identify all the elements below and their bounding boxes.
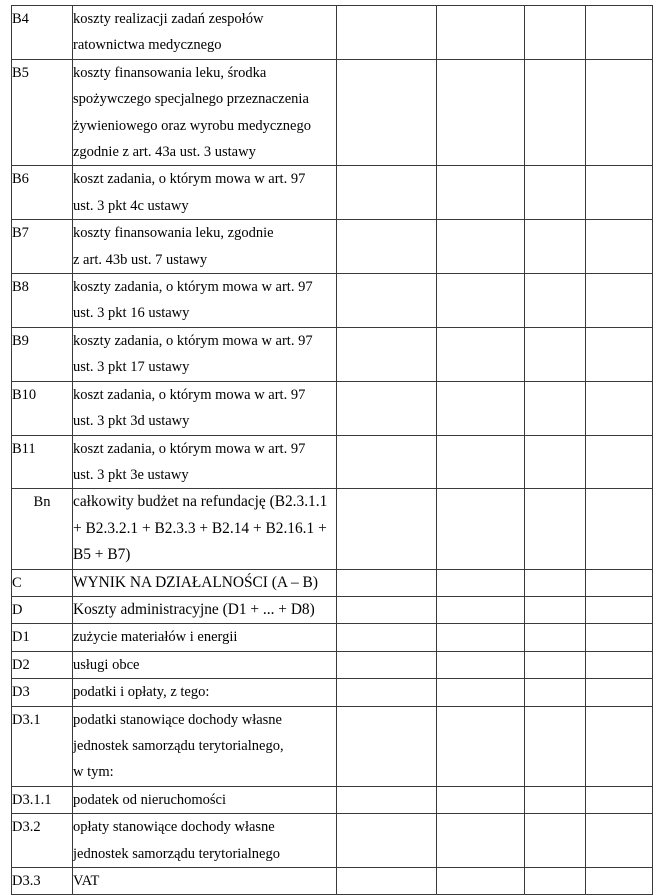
description-line: ust. 3 pkt 3d ustawy [73,413,190,430]
row-description-cell [73,624,337,651]
description-line: całkowity budżet na refundację (B2.3.1.1 [73,493,328,511]
row-code-cell: B7 [12,220,73,274]
description-line: jednostek samorządu terytorialnego, [73,737,284,754]
description-line: koszty finansowania leku, zgodnie [73,225,274,242]
value-cell[interactable] [525,679,586,706]
description-line: podatki stanowiące dochody własne [73,711,282,728]
row-code-cell: D3.3 [12,868,73,895]
budget-table-body [12,6,653,895]
description-line: w tym: [73,764,114,781]
row-description-cell [73,381,337,435]
row-description-cell [73,59,337,166]
table-row [12,786,653,813]
value-cell[interactable] [337,166,437,220]
value-cell[interactable] [525,381,586,435]
value-cell[interactable] [525,651,586,678]
value-cell[interactable] [337,435,437,489]
description-line: ust. 3 pkt 4c ustawy [73,197,189,214]
table-row [12,489,653,569]
value-cell[interactable] [586,868,653,895]
row-code-cell: B11 [12,435,73,489]
description-line: podatki i opłaty, z tego: [73,684,210,701]
description-line: żywieniowego oraz wyrobu medycznego [73,117,311,134]
table-row [12,166,653,220]
description-line: B5 + B7) [73,546,131,564]
value-cell[interactable] [437,166,525,220]
value-cell[interactable] [337,381,437,435]
value-cell[interactable] [586,706,653,786]
row-code-cell: Bn [12,489,73,569]
value-cell[interactable] [525,569,586,596]
description-line: koszty zadania, o którym mowa w art. 97 [73,279,313,296]
value-cell[interactable] [337,679,437,706]
description-line: koszty finansowania leku, środka [73,64,267,81]
value-cell[interactable] [337,596,437,623]
row-description-cell [73,489,337,569]
value-cell[interactable] [437,651,525,678]
description-line: opłaty stanowiące dochody własne [73,819,275,836]
value-cell[interactable] [337,624,437,651]
description-line: Koszty administracyjne (D1 + ... + D8) [73,600,315,618]
value-cell[interactable] [525,868,586,895]
row-code-cell: D1 [12,624,73,651]
description-line: koszty realizacji zadań zespołów [73,11,264,27]
description-line: ust. 3 pkt 3e ustawy [73,466,189,483]
value-cell[interactable] [525,166,586,220]
description-line: VAT [73,873,100,889]
value-cell[interactable] [337,489,437,569]
row-description-cell [73,6,337,60]
value-cell[interactable] [586,166,653,220]
row-description-cell [73,274,337,328]
value-cell[interactable] [337,59,437,166]
description-line: koszt zadania, o którym mowa w art. 97 [73,171,306,188]
row-code-cell: C [12,569,73,596]
value-cell[interactable] [437,706,525,786]
value-cell[interactable] [437,435,525,489]
table-row [12,706,653,786]
description-line: ust. 3 pkt 16 ustawy [73,305,190,322]
value-cell[interactable] [525,786,586,813]
value-cell[interactable] [437,596,525,623]
value-cell[interactable] [586,489,653,569]
row-code-cell: B6 [12,166,73,220]
value-cell[interactable] [437,489,525,569]
table-row [12,569,653,596]
row-description-cell [73,220,337,274]
row-description-cell [73,327,337,381]
value-cell[interactable] [337,220,437,274]
value-cell[interactable] [525,624,586,651]
description-line: jednostek samorządu terytorialnego [73,845,280,862]
row-code-cell: B9 [12,327,73,381]
table-row [12,274,653,328]
value-cell[interactable] [525,435,586,489]
description-line: usługi obce [73,656,140,673]
row-description-cell [73,706,337,786]
value-cell[interactable] [437,814,525,868]
value-cell[interactable] [437,220,525,274]
description-line: ratownictwa medycznego [73,37,222,54]
row-description-cell [73,814,337,868]
table-row [12,381,653,435]
value-cell[interactable] [337,706,437,786]
value-cell[interactable] [525,6,586,60]
value-cell[interactable] [586,679,653,706]
table-row [12,435,653,489]
value-cell[interactable] [586,6,653,60]
value-cell[interactable] [525,489,586,569]
value-cell[interactable] [586,59,653,166]
description-line: WYNIK NA DZIAŁALNOŚCI (A – B) [73,573,318,591]
row-code-cell: D3.1 [12,706,73,786]
value-cell[interactable] [586,327,653,381]
value-cell[interactable] [437,59,525,166]
value-cell[interactable] [525,706,586,786]
table-row [12,59,653,166]
row-description-cell [73,651,337,678]
table-row [12,327,653,381]
value-cell[interactable] [437,569,525,596]
table-row [12,651,653,678]
description-line: koszty zadania, o którym mowa w art. 97 [73,332,313,349]
description-line: koszt zadania, o którym mowa w art. 97 [73,386,306,403]
value-cell[interactable] [337,786,437,813]
row-code-cell: D2 [12,651,73,678]
row-code-cell: B5 [12,59,73,166]
value-cell[interactable] [586,786,653,813]
value-cell[interactable] [337,327,437,381]
row-code-cell: D3.1.1 [12,786,73,813]
value-cell[interactable] [337,868,437,895]
row-code-cell: D3 [12,679,73,706]
value-cell[interactable] [437,381,525,435]
value-cell[interactable] [337,6,437,60]
value-cell[interactable] [437,868,525,895]
value-cell[interactable] [337,814,437,868]
value-cell[interactable] [437,327,525,381]
table-row [12,868,653,895]
description-line: spożywczego specjalnego przeznaczenia [73,91,309,108]
value-cell[interactable] [586,624,653,651]
value-cell[interactable] [586,569,653,596]
value-cell[interactable] [437,624,525,651]
value-cell[interactable] [525,596,586,623]
table-row [12,596,653,623]
description-line: ust. 3 pkt 17 ustawy [73,359,190,376]
value-cell[interactable] [525,220,586,274]
description-line: zgodnie z art. 43a ust. 3 ustawy [73,144,256,161]
value-cell[interactable] [337,569,437,596]
value-cell[interactable] [586,274,653,328]
row-description-cell [73,679,337,706]
value-cell[interactable] [437,679,525,706]
row-description-cell [73,596,337,623]
value-cell[interactable] [586,381,653,435]
description-line: + B2.3.2.1 + B2.3.3 + B2.14 + B2.16.1 + [73,519,327,537]
description-line: z art. 43b ust. 7 ustawy [73,251,208,268]
value-cell[interactable] [337,274,437,328]
table-row [12,220,653,274]
value-cell[interactable] [437,6,525,60]
description-line: podatek od nieruchomości [73,791,227,808]
row-code-cell: B10 [12,381,73,435]
description-line: koszt zadania, o którym mowa w art. 97 [73,440,306,457]
row-description-cell [73,786,337,813]
row-code-cell: B8 [12,274,73,328]
table-row [12,679,653,706]
budget-table [11,5,653,895]
row-code-cell: B4 [12,6,73,60]
value-cell[interactable] [586,814,653,868]
value-cell[interactable] [525,814,586,868]
value-cell[interactable] [437,274,525,328]
row-code-cell: D3.2 [12,814,73,868]
value-cell[interactable] [586,220,653,274]
row-description-cell [73,569,337,596]
value-cell[interactable] [586,651,653,678]
table-row [12,624,653,651]
table-row [12,6,653,60]
row-code-cell: D [12,596,73,623]
value-cell[interactable] [437,786,525,813]
value-cell[interactable] [525,59,586,166]
value-cell[interactable] [586,596,653,623]
value-cell[interactable] [525,327,586,381]
value-cell[interactable] [525,274,586,328]
row-description-cell [73,868,337,895]
value-cell[interactable] [337,651,437,678]
value-cell[interactable] [586,435,653,489]
row-description-cell [73,435,337,489]
description-line: zużycie materiałów i energii [73,629,238,646]
row-description-cell [73,166,337,220]
table-row [12,814,653,868]
